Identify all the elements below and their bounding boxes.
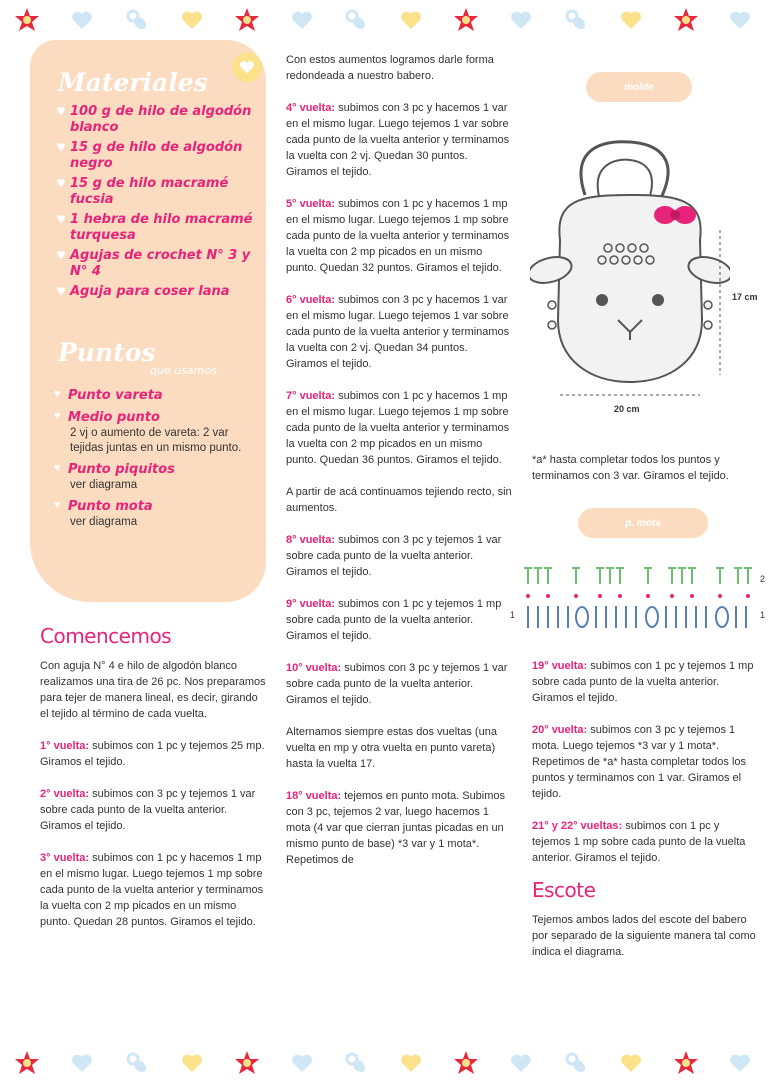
heart-icon: [179, 7, 205, 33]
paragraph: Con estos aumentos logramos darle forma redondeada a nuestro babero.: [286, 54, 494, 82]
paragraph: 18° vuelta: tejemos en punto mota. Subimos con 3 pc, tejemos 2 var, luego hacemos 1 mota (4 var que cierran juntas picadas en un mismo punto de base) *3 var y 1 mota*. Repetimos de: [286, 790, 506, 866]
pacifier-icon: [124, 1050, 150, 1076]
heart-icon: [508, 7, 534, 33]
list-item: ♥ 100 g de hilo de algodón blanco: [56, 104, 256, 136]
star-flower-icon: [234, 7, 260, 33]
paragraph: 9° vuelta: subimos con 1 pc y tejemos 1 mp sobre cada punto de la vuelta anterior. Giramos el tejido.: [286, 598, 502, 642]
heart-icon: [69, 1050, 95, 1076]
heart-icon: [69, 7, 95, 33]
heart-icon: [179, 1050, 205, 1076]
diagram-row-number: 2: [760, 574, 766, 584]
paragraph: 21° y 22° vueltas: subimos con 1 pc y tejemos 1 mp sobre cada punto de la vuelta anterior. Giramos el tejido.: [532, 820, 746, 864]
paragraph: 7° vuelta: subimos con 1 pc y hacemos 1 mp en el mismo lugar. Luego tejemos 1 mp sobre cada punto de la vuelta anterior y terminamos la vuelta con 2 mp picados en un mismo punto. Quedan 36 puntos. Giramos el tejido.: [286, 390, 510, 466]
top-border: [0, 0, 768, 40]
list-item: [54, 410, 254, 456]
paragraph: 1° vuelta: subimos con 1 pc y tejemos 25 mp. Giramos el tejido.: [40, 740, 265, 768]
stitch-desc: ver diagrama: [70, 479, 138, 491]
stitch-desc: 2 vj o aumento de vareta: 2 var tejidas juntas en un mismo punto.: [70, 427, 242, 454]
star-flower-icon: [453, 7, 479, 33]
heart-icon: [508, 1050, 534, 1076]
paragraph: A partir de acá continuamos tejiendo recto, sin aumentos.: [286, 486, 512, 514]
heart-icon: [618, 7, 644, 33]
star-flower-icon: [14, 7, 40, 33]
paragraph: Alternamos siempre estas dos vueltas (una vuelta en mp y otra vuelta en punto vareta) hasta la vuelta 17.: [286, 726, 497, 770]
heart-icon: [618, 1050, 644, 1076]
pacifier-icon: [124, 7, 150, 33]
stitch-desc: ver diagrama: [70, 516, 138, 528]
pacifier-icon: [343, 7, 369, 33]
pacifier-icon: [563, 7, 589, 33]
stitch-name: ♥ Punto vareta: [68, 388, 163, 403]
list-item: [54, 388, 254, 404]
stitch-name: ♥ Medio punto: [68, 410, 160, 425]
materials-title: Materiales: [58, 68, 208, 97]
paragraph: 19° vuelta: subimos con 1 pc y tejemos 1 mp sobre cada punto de la vuelta anterior. Giramos el tejido.: [532, 660, 754, 704]
paragraph: 5° vuelta: subimos con 1 pc y hacemos 1 mp en el mismo lugar. Luego tejemos 1 mp sobre cada punto de la vuelta anterior y terminamos la vuelta con 2 mp picados en un mismo punto. Quedan 32 puntos. Giramos el tejido.: [286, 198, 510, 274]
list-item: ♥ 1 hebra de hilo macramé turquesa: [56, 212, 256, 244]
molde-label: molde: [586, 72, 692, 102]
heart-icon: [398, 7, 424, 33]
puntos-subtitle: que usamos: [150, 364, 217, 377]
star-flower-icon: [453, 1050, 479, 1076]
stitch-name: ♥ Punto piquitos: [68, 462, 175, 477]
paragraph: *a* hasta completar todos los puntos y terminamos con 3 var. Giramos el tejido.: [532, 454, 729, 482]
heart-icon: [727, 7, 753, 33]
column-3-bottom: [532, 658, 756, 976]
diagram-row-number: 1: [760, 610, 766, 620]
heart-icon: [289, 1050, 315, 1076]
puntos-title: Puntos: [58, 338, 156, 367]
list-item: ♥ Aguja para coser lana: [56, 284, 256, 300]
paragraph: 2° vuelta: subimos con 3 pc y tejemos 1 var sobre cada punto de la vuelta anterior. Giramos el tejido.: [40, 788, 256, 832]
paragraph: Con aguja N° 4 e hilo de algodón blanco realizamos una tira de 26 pc. Nos preparamos para tejer de manera lineal, es decir, girando el tejido al término de cada vuelta.: [40, 660, 266, 720]
section-title-escote: Escote: [532, 878, 596, 902]
list-item: ♥ 15 g de hilo macramé fucsia: [56, 176, 256, 208]
heart-icon: [398, 1050, 424, 1076]
column-3-top: [532, 452, 756, 500]
list-item: ♥ 15 g de hilo de algodón negro: [56, 140, 256, 172]
star-flower-icon: [673, 7, 699, 33]
mota-label: p. mota: [578, 508, 708, 538]
bib-illustration: [530, 120, 730, 400]
dimension-width: 20 cm: [614, 404, 640, 414]
star-flower-icon: [673, 1050, 699, 1076]
paragraph: 6° vuelta: subimos con 3 pc y hacemos 1 var en el mismo lugar. Luego tejemos 1 var sobre cada punto de la vuelta anterior y terminamos la vuelta con 2 vj. Quedan 34 puntos. Giramos el tejido.: [286, 294, 510, 370]
heart-badge-icon: [232, 52, 262, 82]
list-item: [54, 462, 254, 493]
stitch-diagram: [518, 562, 764, 634]
stitch-name: ♥ Punto mota: [68, 499, 153, 514]
paragraph: 8° vuelta: subimos con 3 pc y tejemos 1 var sobre cada punto de la vuelta anterior. Giramos el tejido.: [286, 534, 502, 578]
star-flower-icon: [234, 1050, 260, 1076]
star-flower-icon: [14, 1050, 40, 1076]
paragraph: 10° vuelta: subimos con 3 pc y tejemos 1 var sobre cada punto de la vuelta anterior. Giramos el tejido.: [286, 662, 508, 706]
heart-icon: [727, 1050, 753, 1076]
pacifier-icon: [563, 1050, 589, 1076]
section-title-comencemos: Comencemos: [40, 624, 172, 648]
pacifier-icon: [343, 1050, 369, 1076]
paragraph: 4° vuelta: subimos con 3 pc y hacemos 1 var en el mismo lugar. Luego tejemos 1 var sobre cada punto de la vuelta anterior y terminamos la vuelta con 2 vj. Quedan 30 puntos. Giramos el tejido.: [286, 102, 510, 178]
puntos-list: [54, 388, 254, 536]
paragraph: 20° vuelta: subimos con 3 pc y tejemos 1 mota. Luego tejemos *3 var y 1 mota*. Repetimos de *a* hasta completar todos los puntos y terminamos con 1 var. Giramos el tejido.: [532, 724, 747, 800]
column-1: [40, 624, 268, 946]
bottom-border: [0, 1043, 768, 1083]
paragraph: 3° vuelta: subimos con 1 pc y hacemos 1 mp en el mismo lugar. Luego tejemos 1 mp sobre cada punto de la vuelta anterior y terminamos la vuelta con 2 mp picados en un mismo punto. Quedan 28 puntos. Giramos el tejido.: [40, 852, 264, 928]
paragraph: Tejemos ambos lados del escote del babero por separado de la siguiente manera tal como indica el diagrama.: [532, 914, 756, 958]
materials-list: [56, 104, 256, 304]
dimension-height: 17 cm: [732, 292, 758, 302]
list-item: [54, 499, 254, 530]
diagram-row-number: 1: [510, 610, 516, 620]
list-item: ♥ Agujas de crochet N° 3 y N° 4: [56, 248, 256, 280]
column-2: [286, 52, 512, 884]
heart-icon: [289, 7, 315, 33]
